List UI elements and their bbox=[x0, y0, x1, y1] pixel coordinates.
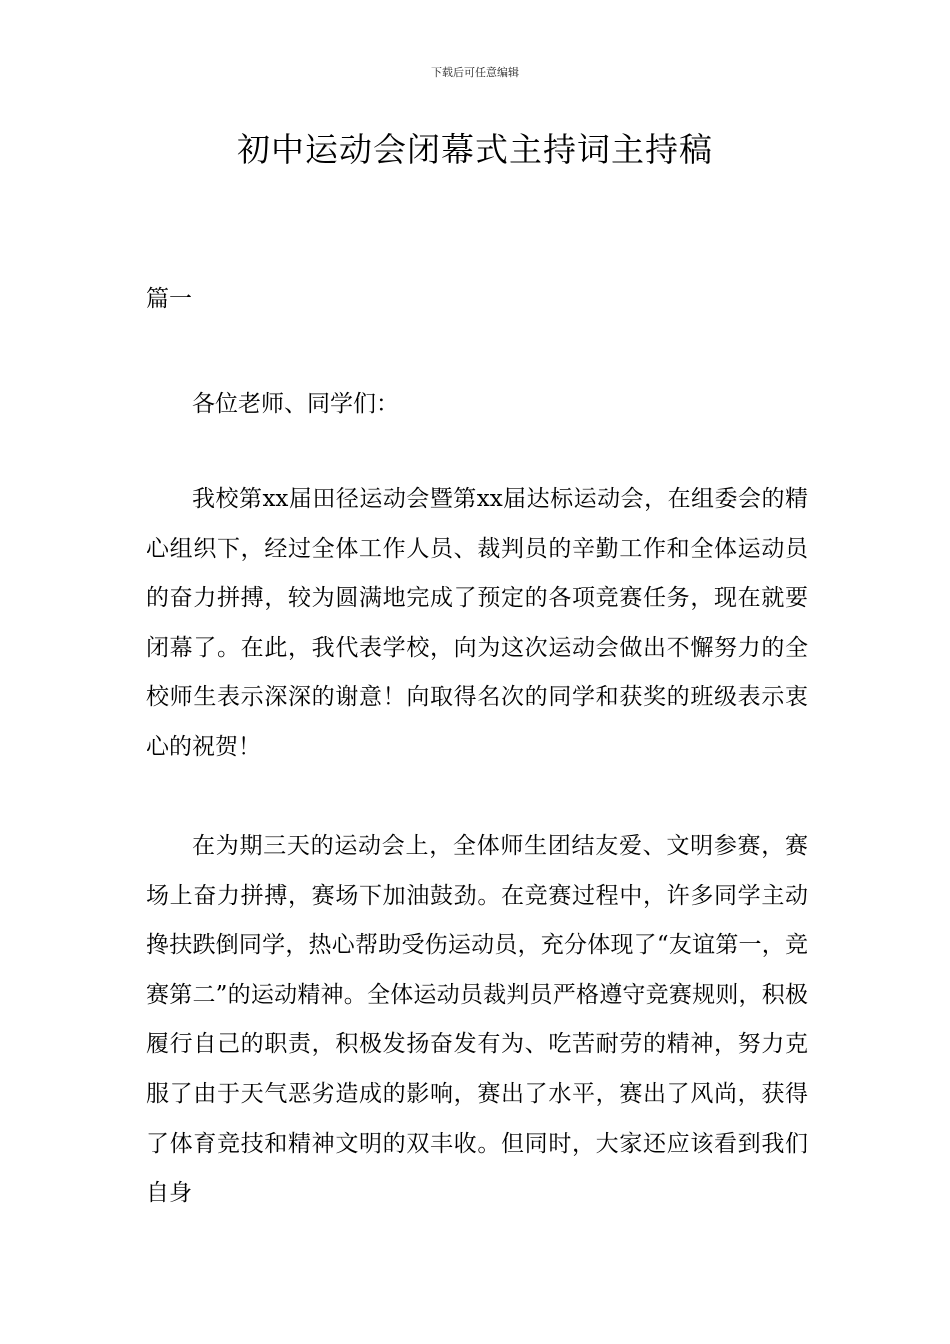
header-note: 下载后可任意编辑 bbox=[431, 66, 519, 79]
paragraph-1: 我校第xx届田径运动会暨第xx届达标运动会，在组委会的精心组织下，经过全体工作人员、裁判员的辛勤工作和全体运动员的奋力拼搏，较为圆满地完成了预定的各项竞赛任务，现在就要闭幕了。在此，我代表学校，向为这次运动会做出不懈努力的全校师生表示深深的谢意！向取得名次的同学和获奖的班级表示衷心的祝贺！ bbox=[146, 486, 808, 760]
section-label: 篇一 bbox=[146, 286, 192, 312]
document-title: 初中运动会闭幕式主持词主持稿 bbox=[237, 130, 713, 169]
greeting: 各位老师、同学们： bbox=[192, 391, 399, 417]
paragraph-2: 在为期三天的运动会上，全体师生团结友爱、文明参赛，赛场上奋力拼搏，赛场下加油鼓劲。在竞赛过程中，许多同学主动搀扶跌倒同学，热心帮助受伤运动员，充分体现了“友谊第一，竞赛第二”的运动精神。全体运动员裁判员严格遵守竞赛规则，积极履行自己的职责，积极发扬奋发有为、吃苦耐劳的精神，努力克服了由于天气恶劣造成的影响，赛出了水平，赛出了风尚，获得了体育竞技和精神文明的双丰收。但同时，大家还应该看到我们自身 bbox=[146, 833, 808, 1207]
